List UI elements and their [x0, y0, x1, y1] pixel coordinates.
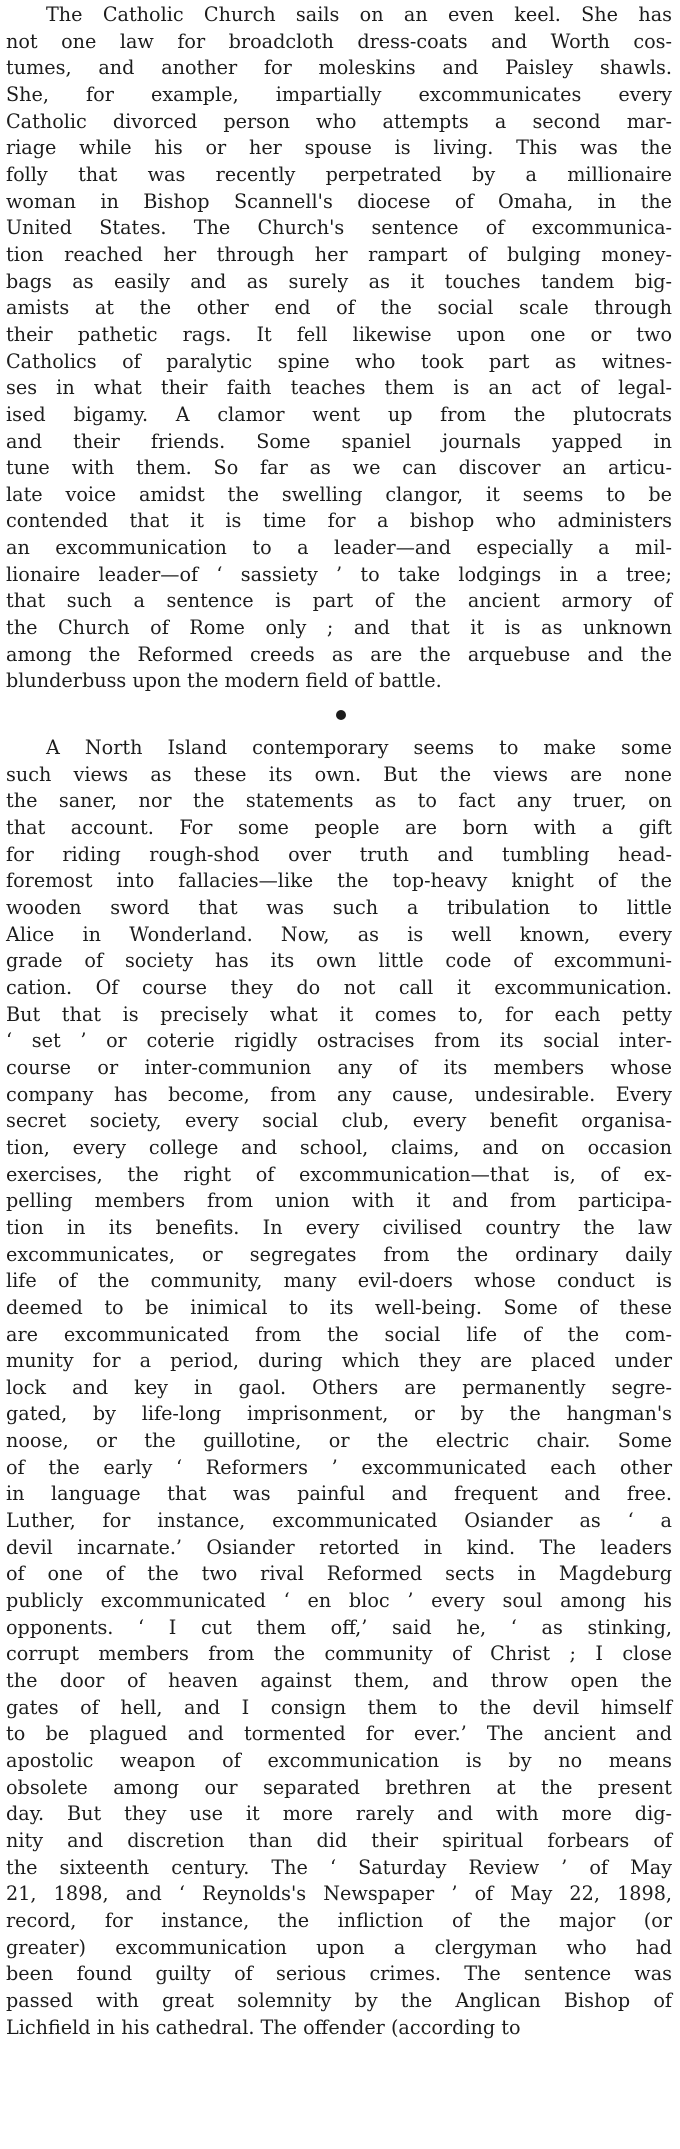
text-line: for riding rough-shod over truth and tumbling head- [6, 842, 672, 866]
text-line: been found guilty of serious crimes. The sentence was [6, 1962, 672, 1986]
text-line: the saner, nor the statements as to fact any truer, on [6, 789, 672, 813]
text-line: course or inter-communion any of its members whose [6, 1055, 672, 1079]
text-line: grade of society has its own little code of excommuni- [6, 949, 672, 973]
text-line: United States. The Church's sentence of excommunica- [6, 216, 672, 240]
text-line: to be plagued and tormented for ever.’ The ancient and [6, 1722, 672, 1746]
paragraph-north-island-contemporary [6, 735, 672, 2041]
text-line: are excommunicated from the social life of the com- [6, 1322, 672, 1346]
text-line: amists at the other end of the social scale through [6, 296, 672, 320]
text-line: cation. Of course they do not call it excommunication. [6, 975, 672, 999]
text-line: nity and discretion than did their spiritual forbears of [6, 1828, 672, 1852]
text-line: lock and key in gaol. Others are permanently segre- [6, 1375, 672, 1399]
text-line: ses in what their faith teaches them is an act of legal- [6, 376, 672, 400]
text-line: contended that it is time for a bishop who administers [6, 509, 672, 533]
text-line: woman in Bishop Scannell's diocese of Omaha, in the [6, 189, 672, 213]
text-line: the sixteenth century. The ‘ Saturday Review ’ of May [6, 1855, 672, 1879]
text-line: life of the community, many evil-doers whose conduct is [6, 1269, 672, 1293]
text-line: bags as easily and as surely as it touches tandem big- [6, 269, 672, 293]
text-line: Catholics of paralytic spine who took part as witnes- [6, 349, 672, 373]
text-line: publicly excommunicated ‘ en bloc ’ every soul among his [6, 1589, 672, 1613]
text-line: the door of heaven against them, and throw open the [6, 1669, 672, 1693]
text-line: record, for instance, the infliction of the major (or [6, 1908, 672, 1932]
text-line: The Catholic Church sails on an even keel. She has [46, 3, 672, 26]
text-line: an excommunication to a leader—and especially a mil- [6, 536, 672, 560]
text-line: 21, 1898, and ‘ Reynolds's Newspaper ’ of May 22, 1898, [6, 1882, 672, 1906]
text-line: corrupt members from the community of Christ ; I close [6, 1642, 672, 1666]
text-line: such views as these its own. But the views are none [6, 762, 672, 786]
text-line: blunderbuss upon the modern field of battle. [6, 669, 442, 693]
text-line: But that is precisely what it comes to, for each petty [6, 1002, 672, 1026]
text-line: Alice in Wonderland. Now, as is well known, every [6, 922, 672, 946]
text-line: folly that was recently perpetrated by a millionaire [6, 162, 672, 186]
text-line: riage while his or her spouse is living. This was the [6, 136, 672, 160]
text-line: deemed to be inimical to its well-being. Some of these [6, 1295, 672, 1319]
text-line: late voice amidst the swelling clangor, it seems to be [6, 482, 672, 506]
text-line: gates of hell, and I consign them to the devil himself [6, 1695, 672, 1719]
text-line: among the Reformed creeds as are the arquebuse and the [6, 642, 672, 666]
text-line: tion reached her through her rampart of bulging money- [6, 242, 672, 266]
text-line: wooden sword that was such a tribulation to little [6, 896, 672, 919]
text-line: lionaire leader—of ‘ sassiety ’ to take lodgings in a tree; [6, 562, 672, 586]
text-line: day. But they use it more rarely and with more dig- [6, 1802, 672, 1826]
text-line: tumes, and another for moleskins and Paisley shawls. [6, 56, 672, 80]
text-line: apostolic weapon of excommunication is by no means [6, 1749, 672, 1772]
text-line: Lichfield in his cathedral. The offender (according to [6, 2015, 521, 2039]
text-line: of one of the two rival Reformed sects in Magdeburg [6, 1562, 672, 1586]
text-line: that account. For some people are born with a gift [6, 816, 672, 840]
text-line: foremost into fallacies—like the top-heavy knight of the [6, 869, 672, 893]
text-line: and their friends. Some spaniel journals yapped in [6, 429, 672, 453]
text-line: not one law for broadcloth dress-coats and Worth cos- [6, 29, 672, 53]
text-line: their pathetic rags. It fell likewise upon one or two [6, 322, 672, 346]
text-line: tion in its benefits. In every civilised country the law [6, 1215, 672, 1239]
text-line: in language that was painful and frequent and free. [6, 1482, 672, 1506]
text-line: ‘ set ’ or coterie rigidly ostracises from its social inter- [6, 1029, 672, 1053]
paragraph-excommunication-omaha [6, 2, 672, 695]
text-line: gated, by life-long imprisonment, or by the hangman's [6, 1402, 672, 1426]
text-line: devil incarnate.’ Osiander retorted in kind. The leaders [6, 1535, 672, 1559]
text-line: Luther, for instance, excommunicated Osiander as ‘ a [6, 1509, 672, 1533]
text-line: munity for a period, during which they are placed under [6, 1349, 672, 1373]
text-line: that such a sentence is part of the ancient armory of [6, 589, 672, 613]
text-line: obsolete among our separated brethren at the present [6, 1775, 672, 1799]
text-line: tune with them. So far as we can discover an articu- [6, 456, 672, 480]
text-line: company has become, from any cause, undesirable. Every [6, 1082, 672, 1106]
text-line: noose, or the guillotine, or the electric chair. Some [6, 1429, 672, 1453]
text-line: excommunicates, or segregates from the ordinary daily [6, 1242, 672, 1266]
text-line: She, for example, impartially excommunicates every [6, 82, 672, 106]
text-line: ised bigamy. A clamor went up from the plutocrats [6, 402, 672, 426]
text-line: passed with great solemnity by the Anglican Bishop of [6, 1988, 672, 2012]
bullet-dot-icon [336, 710, 346, 720]
section-separator [6, 695, 672, 735]
text-line: opponents. ‘ I cut them off,’ said he, ‘ as stinking, [6, 1615, 672, 1639]
text-line: Catholic divorced person who attempts a second mar- [6, 109, 672, 133]
text-line: secret society, every social club, every benefit organisa- [6, 1109, 672, 1133]
text-line: the Church of Rome only ; and that it is as unknown [6, 616, 672, 640]
text-line: tion, every college and school, claims, and on occasion [6, 1135, 672, 1159]
text-line: exercises, the right of excommunication—that is, of ex- [6, 1162, 672, 1186]
text-line: of the early ‘ Reformers ’ excommunicated each other [6, 1455, 672, 1479]
text-line: pelling members from union with it and from participa- [6, 1189, 672, 1213]
text-line: greater) excommunication upon a clergyman who had [6, 1935, 672, 1959]
text-line: A North Island contemporary seems to make some [46, 736, 672, 760]
